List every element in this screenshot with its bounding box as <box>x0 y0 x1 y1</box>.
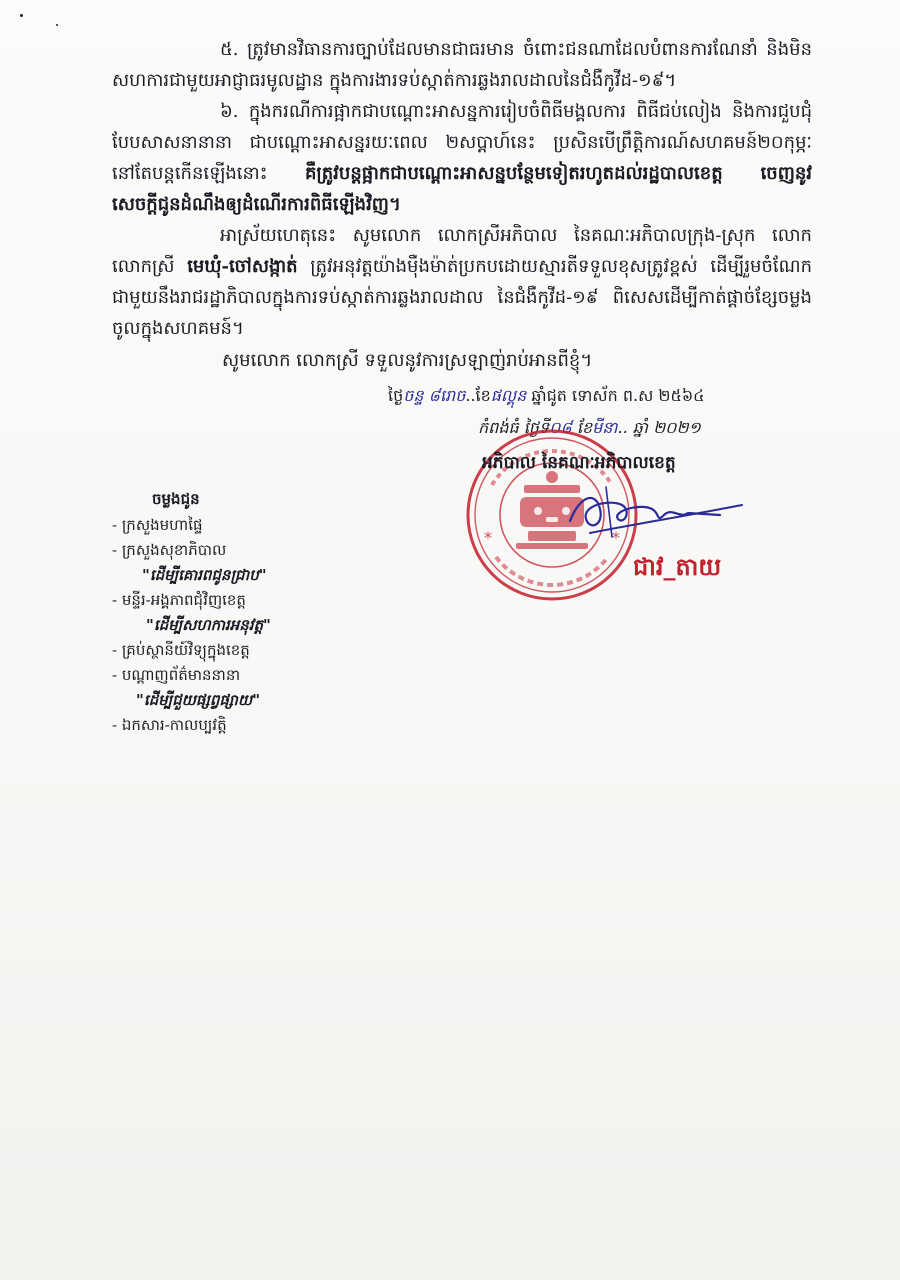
paragraph-7-text: អាស្រ័យហេតុនេះ សូមលោក លោកស្រីអភិបាល នៃគណៈអភិបាលក្រុង-ស្រុក លោក លោកស្រី <box>112 225 812 277</box>
cc-purpose-note: "ដើម្បីសហការអនុវត្ត" <box>146 616 271 634</box>
solar-month-label: ខែ <box>576 418 593 437</box>
cc-recipient: - ក្រសួងសុខាភិបាល <box>112 541 227 559</box>
letter-body <box>112 34 812 344</box>
paragraph-7-bold: មេឃុំ-ចៅសង្កាត់ <box>187 256 298 277</box>
solar-prefix: កំពង់ធំ ថ្ងៃទី <box>478 418 550 437</box>
lunar-day-handwritten: ចន្ទ ៨រោច <box>403 386 466 405</box>
paragraph-7-tail: ត្រូវអនុវត្តយ៉ាងម៉ឺងម៉ាត់ប្រកបដោយស្មារតីទទួលខុសត្រូវខ្ពស់ ដើម្បីរួមចំណែកជាមួយនឹងរាជរដ្ឋាភិបាលក្នុងការទប់ស្កាត់ការឆ្លងរាលដាល នៃជំងឺកូវីដ-១៩ ពិសេសដើម្បីកាត់ផ្តាច់ខ្សែចម្លងចូលក្នុងសហគមន៍។ <box>112 256 812 339</box>
cc-recipient: - គ្រប់ស្ថានីយ៍វិទ្យុក្នុងខេត្ត <box>112 641 250 659</box>
closing-line: សូមលោក លោកស្រី ទទួលនូវការស្រឡាញ់រាប់អានពីខ្ញុំ។ <box>222 350 593 371</box>
signer-name: ជាវ_តាយ <box>633 552 722 581</box>
lunar-year: ឆ្នាំជូត ទោស័ក ព.ស ២៥៦៤ <box>531 386 705 405</box>
lunar-date-line: ថ្ងៃចន្ទ ៨រោច..ខែផល្គុន ឆ្នាំជូត ទោស័ក ព.ស ២៥៦៤ <box>388 386 705 405</box>
cc-heading: ចម្លងជូន <box>152 490 200 508</box>
paragraph-6-bold: គឺត្រូវបន្តផ្អាកជាបណ្តោះអាសន្នបន្ថែមទៀតរហូតដល់រដ្ឋបាលខេត្ត ចេញនូវសេចក្តីជូនដំណឹងឲ្យដំណើរការពិធីឡើងវិញ។ <box>112 163 812 215</box>
cc-purpose-note: "ដើម្បីគោរពជូនជ្រាប" <box>142 566 267 584</box>
scan-speck <box>56 24 58 26</box>
paragraph-6-text: ៦. ក្នុងករណីការផ្អាកជាបណ្តោះអាសន្នការរៀបចំពិធីមង្គលការ ពិធីជប់លៀង និងការជួបជុំបែបសាសនានានា ជាបណ្តោះអាសន្នរយៈពេល ២សប្តាហ៍នេះ ប្រសិនបើព្រឹត្តិការណ៍សហគមន៍២០កុម្ភៈ នៅតែបន្តកើនឡើងនោះ <box>112 101 812 184</box>
paragraph-6 <box>112 96 812 220</box>
svg-text:*: * <box>484 528 492 547</box>
paragraph-5: ៥. ត្រូវមានវិធានការច្បាប់ដែលមានជាធរមាន ចំពោះជនណាដែលបំពានការណែនាំ និងមិនសហការជាមួយអាជ្ញាធរមូលដ្ឋាន ក្នុងការងារទប់ស្កាត់ការឆ្លងរាលដាលនៃជំងឺកូវីដ-១៩។ <box>112 39 812 91</box>
solar-date-line: កំពង់ធំ ថ្ងៃទី០៨ ខែមីនា.. ឆ្នាំ ២០២១ <box>478 418 701 437</box>
lunar-prefix: ថ្ងៃ <box>388 386 404 405</box>
signature-icon <box>560 475 750 545</box>
solar-year: ឆ្នាំ ២០២១ <box>632 418 701 437</box>
cc-recipient: - មន្ទីរ-អង្គភាពជុំវិញខេត្ត <box>112 591 246 609</box>
lunar-month-label: ខែ <box>475 386 491 405</box>
cc-recipient: - ឯកសារ-កាលប្បវត្តិ <box>112 716 227 734</box>
cc-purpose-note: "ដើម្បីជួយផ្សព្វផ្សាយ" <box>136 691 261 709</box>
svg-text:*: * <box>612 528 620 547</box>
cc-recipient: - ក្រសួងមហាផ្ទៃ <box>112 516 203 534</box>
solar-month-handwritten: មីនា <box>592 418 618 437</box>
solar-day-handwritten: ០៨ <box>549 418 572 437</box>
scan-speck <box>20 14 23 17</box>
cc-recipient: - បណ្តាញព័ត៌មាននានា <box>112 666 241 684</box>
signer-title: អភិបាល នៃគណៈអភិបាលខេត្ត <box>482 453 676 473</box>
cc-list <box>112 513 271 738</box>
paragraph-7 <box>112 220 812 344</box>
lunar-month-handwritten: ផល្គុន <box>490 386 527 405</box>
